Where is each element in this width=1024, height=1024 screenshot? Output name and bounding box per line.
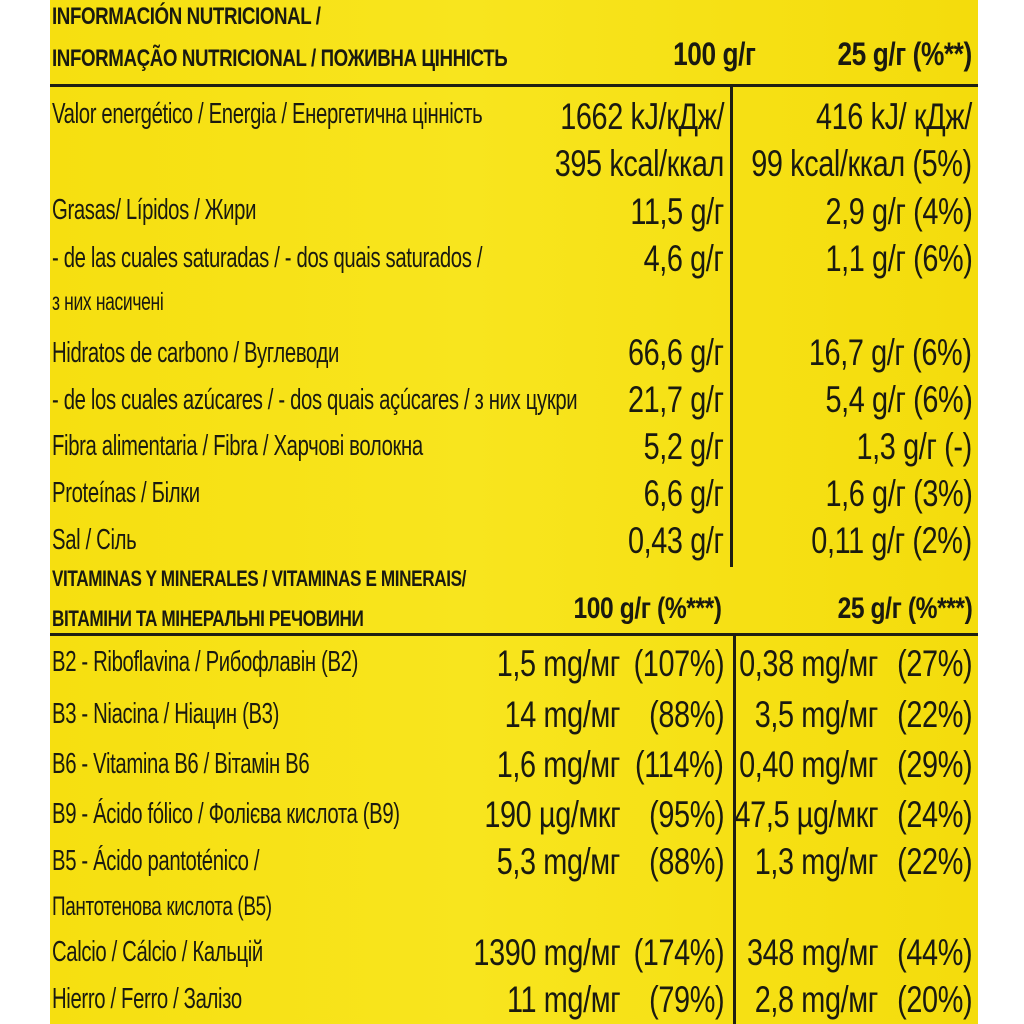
vitamin-100g-percent-b2: (107%): [633, 643, 724, 684]
vitamins-col-25g: 25 g/г (%***): [837, 592, 972, 625]
vitamin-100g-amount-b5: 5,3 mg/мг: [496, 841, 620, 882]
vitamin-100g-amount-calcium: 1390 mg/мг: [473, 932, 620, 973]
nutrient-label-carbs: Hidratos de carbono / Вуглеводи: [52, 337, 340, 369]
nutrient-100g-salt: 0,43 g/г: [628, 520, 724, 561]
nutrient-25g-fat: 2,9 g/г (4%): [824, 191, 972, 232]
nutrient-100g-saturated: 4,6 g/г: [643, 238, 724, 279]
vitamin-25g-percent-b3: (22%): [896, 694, 972, 735]
vitamin-100g-percent-calcium: (174%): [633, 932, 724, 973]
vitamin-100g-amount-b3: 14 mg/мг: [504, 694, 620, 735]
vitamin-label-b2: B2 - Riboflavina / Рибофлавін (B2): [52, 646, 359, 678]
nutrient-100g-fibre: 5,2 g/г: [643, 426, 724, 467]
title-line-1: INFORMACIÓN NUTRICIONAL /: [52, 3, 321, 30]
vitamin-100g-percent-iron: (79%): [648, 979, 724, 1020]
vitamin-100g-percent-b5: (88%): [648, 841, 724, 882]
vitamin-label-b9: B9 - Ácido fólico / Фолієва кислота (B9): [52, 798, 400, 830]
vitamin-100g-percent-b3: (88%): [648, 694, 724, 735]
vitamin-100g-amount-b2: 1,5 mg/мг: [496, 643, 620, 684]
vitamin-label-b3: B3 - Niacina / Ніацин (B3): [52, 698, 280, 730]
vitamin-label-calcium: Calcio / Cálcio / Кальцій: [52, 936, 263, 968]
vitamins-title-line-1: VITAMINAS Y MINERALES / VITAMINAS E MINERAIS/: [52, 566, 467, 591]
vitamin-25g-amount-b2: 0,38 mg/мг: [739, 643, 878, 684]
header-col-25g: 25 g/г (%**): [837, 36, 972, 72]
vitamin-25g-percent-b2: (27%): [896, 643, 972, 684]
nutrient-label-protein: Proteínas / Білки: [52, 477, 200, 509]
vitamin-label-b5: B5 - Ácido pantoténico /: [52, 845, 260, 877]
vitamin-label-b6: B6 - Vitamina B6 / Вітамін B6: [52, 748, 310, 780]
vitamins-title-line-2: ВІТАМІНИ ТА МІНЕРАЛЬНІ РЕЧОВИНИ: [52, 606, 364, 631]
vitamin-25g-percent-iron: (20%): [896, 979, 972, 1020]
nutrient-25g-saturated: 1,1 g/г (6%): [824, 238, 972, 279]
nutrient-25g-energy-kcal: 99 kcal/ккал (5%): [751, 143, 972, 184]
title-line-2: INFORMAÇÃO NUTRICIONAL / ПОЖИВНА ЦІННІСТЬ: [52, 45, 508, 72]
nutrient-25g-carbs: 16,7 g/г (6%): [809, 332, 972, 373]
vitamins-col-100g: 100 g/г (%***): [573, 592, 722, 625]
vitamin-100g-amount-iron: 11 mg/мг: [506, 979, 620, 1020]
vitamin-25g-percent-b9: (24%): [896, 794, 972, 835]
vitamin-100g-amount-b9: 190 µg/мкг: [484, 794, 620, 835]
nutrients-column-divider: [730, 84, 733, 567]
vitamin-25g-percent-b6: (29%): [896, 744, 972, 785]
vitamin-label-b5-uk: Пантотенова кислота (B5): [52, 891, 272, 921]
nutrition-label-panel: [50, 0, 978, 1024]
nutrient-25g-fibre: 1,3 g/г (-): [856, 426, 972, 467]
nutrient-25g-sugars: 5,4 g/г (6%): [824, 379, 972, 420]
nutrient-100g-carbs: 66,6 g/г: [628, 332, 724, 373]
vitamin-25g-amount-b5: 1,3 mg/мг: [754, 841, 878, 882]
nutrient-label-saturated-uk: з них насичені: [52, 288, 164, 316]
nutrient-100g-protein: 6,6 g/г: [643, 473, 724, 514]
vitamin-25g-percent-calcium: (44%): [896, 932, 972, 973]
header-col-100g: 100 g/г: [673, 36, 756, 72]
vitamin-100g-amount-b6: 1,6 mg/мг: [496, 744, 620, 785]
nutrient-label-salt: Sal / Сіль: [52, 524, 137, 556]
nutrient-25g-salt: 0,11 g/г (2%): [811, 520, 972, 561]
nutrient-25g-energy-kj: 416 kJ/ кДж/: [816, 96, 972, 137]
nutrient-label-energy: Valor energético / Energia / Енергетична цінність: [52, 98, 483, 130]
nutrient-label-saturated: - de las cuales saturadas / - dos quais saturados /: [52, 242, 483, 274]
vitamin-25g-amount-b3: 3,5 mg/мг: [754, 694, 878, 735]
vitamin-25g-percent-b5: (22%): [896, 841, 972, 882]
vitamin-25g-amount-b6: 0,40 mg/мг: [739, 744, 878, 785]
vitamin-25g-amount-b9: 47,5 µg/мкг: [734, 794, 878, 835]
nutrient-label-sugars: - de los cuales azúcares / - dos quais açúcares / з них цукри: [52, 384, 578, 416]
nutrient-100g-energy-kcal: 395 kcal/ккал: [554, 143, 724, 184]
nutrient-label-fibre: Fibra alimentaria / Fibra / Харчові волокна: [52, 430, 423, 462]
nutrient-100g-energy-kj: 1662 kJ/кДж/: [560, 96, 724, 137]
nutrient-100g-fat: 11,5 g/г: [630, 191, 724, 232]
vitamins-divider: [50, 633, 978, 636]
vitamin-100g-percent-b9: (95%): [648, 794, 724, 835]
vitamin-label-iron: Hierro / Ferro / Залізо: [52, 983, 242, 1015]
vitamin-100g-percent-b6: (114%): [635, 744, 724, 785]
vitamin-25g-amount-iron: 2,8 mg/мг: [754, 979, 878, 1020]
nutrient-25g-protein: 1,6 g/г (3%): [824, 473, 972, 514]
nutrient-100g-sugars: 21,7 g/г: [628, 379, 724, 420]
nutrient-label-fat: Grasas/ Lípidos / Жири: [52, 194, 257, 226]
header-divider: [50, 84, 978, 87]
vitamin-25g-amount-calcium: 348 mg/мг: [746, 932, 878, 973]
